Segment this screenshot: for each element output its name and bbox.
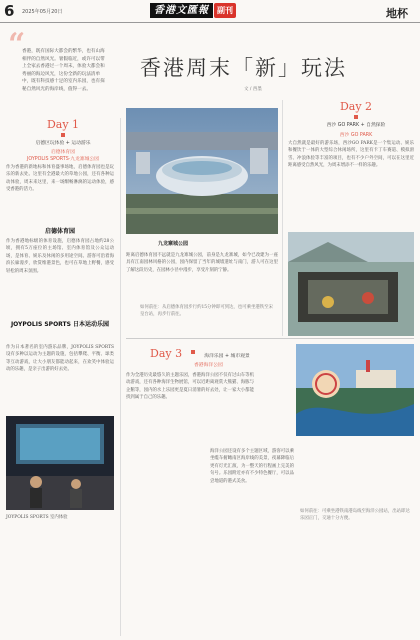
gopark-photo <box>288 232 414 336</box>
supplement-badge: 副刊 <box>214 3 236 18</box>
day3-dot <box>191 350 195 354</box>
kowloon-caption: 如何前往：从启德体育园步行约15分钟即可到达，也可乘坐港铁至宋皇台站，再步行前往。 <box>140 305 273 318</box>
day1-label: Day 1 <box>46 118 80 131</box>
day2-label: Day 2 <box>339 100 373 113</box>
article-byline: 文 / 西墨 <box>244 87 262 92</box>
day3-header <box>150 342 260 368</box>
section-body: 作为香港地标级的体育设施，启德体育园占地约28公顷，拥有5万座位的主场馆、室内体育馆及公众运动场，是体育、娱乐及休闲的多用途空间。游客可沿着海滨长廊漫步，欣赏维港景色，也可在草地上野餐，感受轻松的周末氛围。 <box>6 239 114 274</box>
section-name: 地杯 <box>386 7 408 20</box>
day2-header <box>306 100 406 138</box>
newspaper-logo: 香港文匯報 <box>150 3 213 18</box>
day2-dot <box>354 115 358 119</box>
page-number: 6 <box>4 2 15 20</box>
column-divider <box>282 100 283 336</box>
day2-body: 大自然就是最好的游乐场，西沙GO PARK是一个集运动、娱乐和餐饮于一体的大型综合休闲场所，这里有卡丁车赛道、模拟滑雪、冲浪体验等丰富的项目，也有不少户外空间，可以在这里近距离感受自然风光，为周末增添不一样的乐趣。 <box>288 141 414 169</box>
quote-mark-icon: “ <box>8 27 26 62</box>
column-divider <box>120 118 121 636</box>
joypolis-caption-text: JOYPOLIS SPORTS 室内体验 <box>6 515 68 520</box>
section-heading: JOYPOLIS SPORTS 日本运动乐园 <box>10 321 110 328</box>
day1-venue-sub: JOYPOLIS SPORTS·九龙寨城公园 <box>26 157 100 162</box>
stadium-photo <box>126 108 278 234</box>
article-intro: 香港，既有国际大都会的繁华，也有山海相伴的自然风光。暑假临近，或许可以带上全家去香港过一个周末，体验大都会和秀丽的海边风光，这份全新的玩法清单中，既有科技感十足的室内乐园，也有探秘自然风光的海岸线，值得一去。 <box>22 49 105 92</box>
day3-label: Day 3 <box>150 347 183 360</box>
kowloon-heading: 九龙寨城公园 <box>158 241 189 247</box>
day3-venue: 香港海洋公园 <box>194 363 223 368</box>
issue-date: 2025年05月20日 <box>22 9 63 15</box>
kowloon-body: 距离启德体育园不远就是九龙寨城公园，前身是九龙寨城，如今已改建为一座具有江南园林风格的公园，园内保留了当年的城墙遗址与南门，游人可在这里了解这段历史，在园林小径中漫步，享受片刻的宁静。 <box>126 253 278 273</box>
day1-venue-hint: 启德体育园 <box>51 150 75 155</box>
section-heading: 启德体育园 <box>44 228 75 235</box>
day1-header <box>18 118 108 162</box>
section-body: 作为日本著名的室内游乐品牌，JOYPOLIS SPORTS设有多种以运动为主题的设施，包括攀爬、平衡、球类等互动游戏，让大小朋友都能动起来，在欢笑中体验运动的乐趣，是亲子出游的好去处。 <box>6 345 114 373</box>
page-header <box>0 0 420 23</box>
day1-route: 启德区玩体验 + 运动游乐 <box>35 141 91 146</box>
day1-dot <box>61 133 65 137</box>
day2-venue: 西沙 GO PARK <box>339 133 373 138</box>
day1-intro-text: 作为香港的新地标和体育盛事场地，启德体育园也是玩乐的新去处。这里有全港最大的草地公园，还有各种运动体验，周末来这里，来一场酣畅淋漓的运动体验，感受香港的活力。 <box>6 165 114 193</box>
article-title: 香港周末「新」玩法 <box>140 56 347 80</box>
section-rule <box>126 338 414 339</box>
joypolis-photo <box>6 416 114 510</box>
day3-body-left: 作为全港历史最悠久的主题乐园，香港海洋公园不仅有过山车等机动游戏，还有各种海洋生物展馆，可以近距离观赏大熊猫、海豚与企鹅等，园内的水上乐园更是夏日消暑的好去处，让一家大小都能找到属于自己的乐趣。 <box>126 373 254 401</box>
day3-route: 海洋乐园 + 城市观景 <box>204 354 250 359</box>
day2-route: 西沙 GO PARK + 自然探险 <box>326 123 386 128</box>
day3-caption: 如何前往：可乘坐港铁南港岛线至海洋公园站，出站即达乐园正门，交通十分方便。 <box>300 509 410 522</box>
oceanpark-photo <box>296 344 414 436</box>
day3-body-mid: 海洋公园还设有多个主题区域，游客可以乘坐缆车俯瞰南区海岸线的美景，夜幕降临后更有灯光汇演，为一整天的行程画上完美的句号。乐园附近亦有不少特色餐厅，可以品尝地道的港式美食。 <box>210 449 294 484</box>
